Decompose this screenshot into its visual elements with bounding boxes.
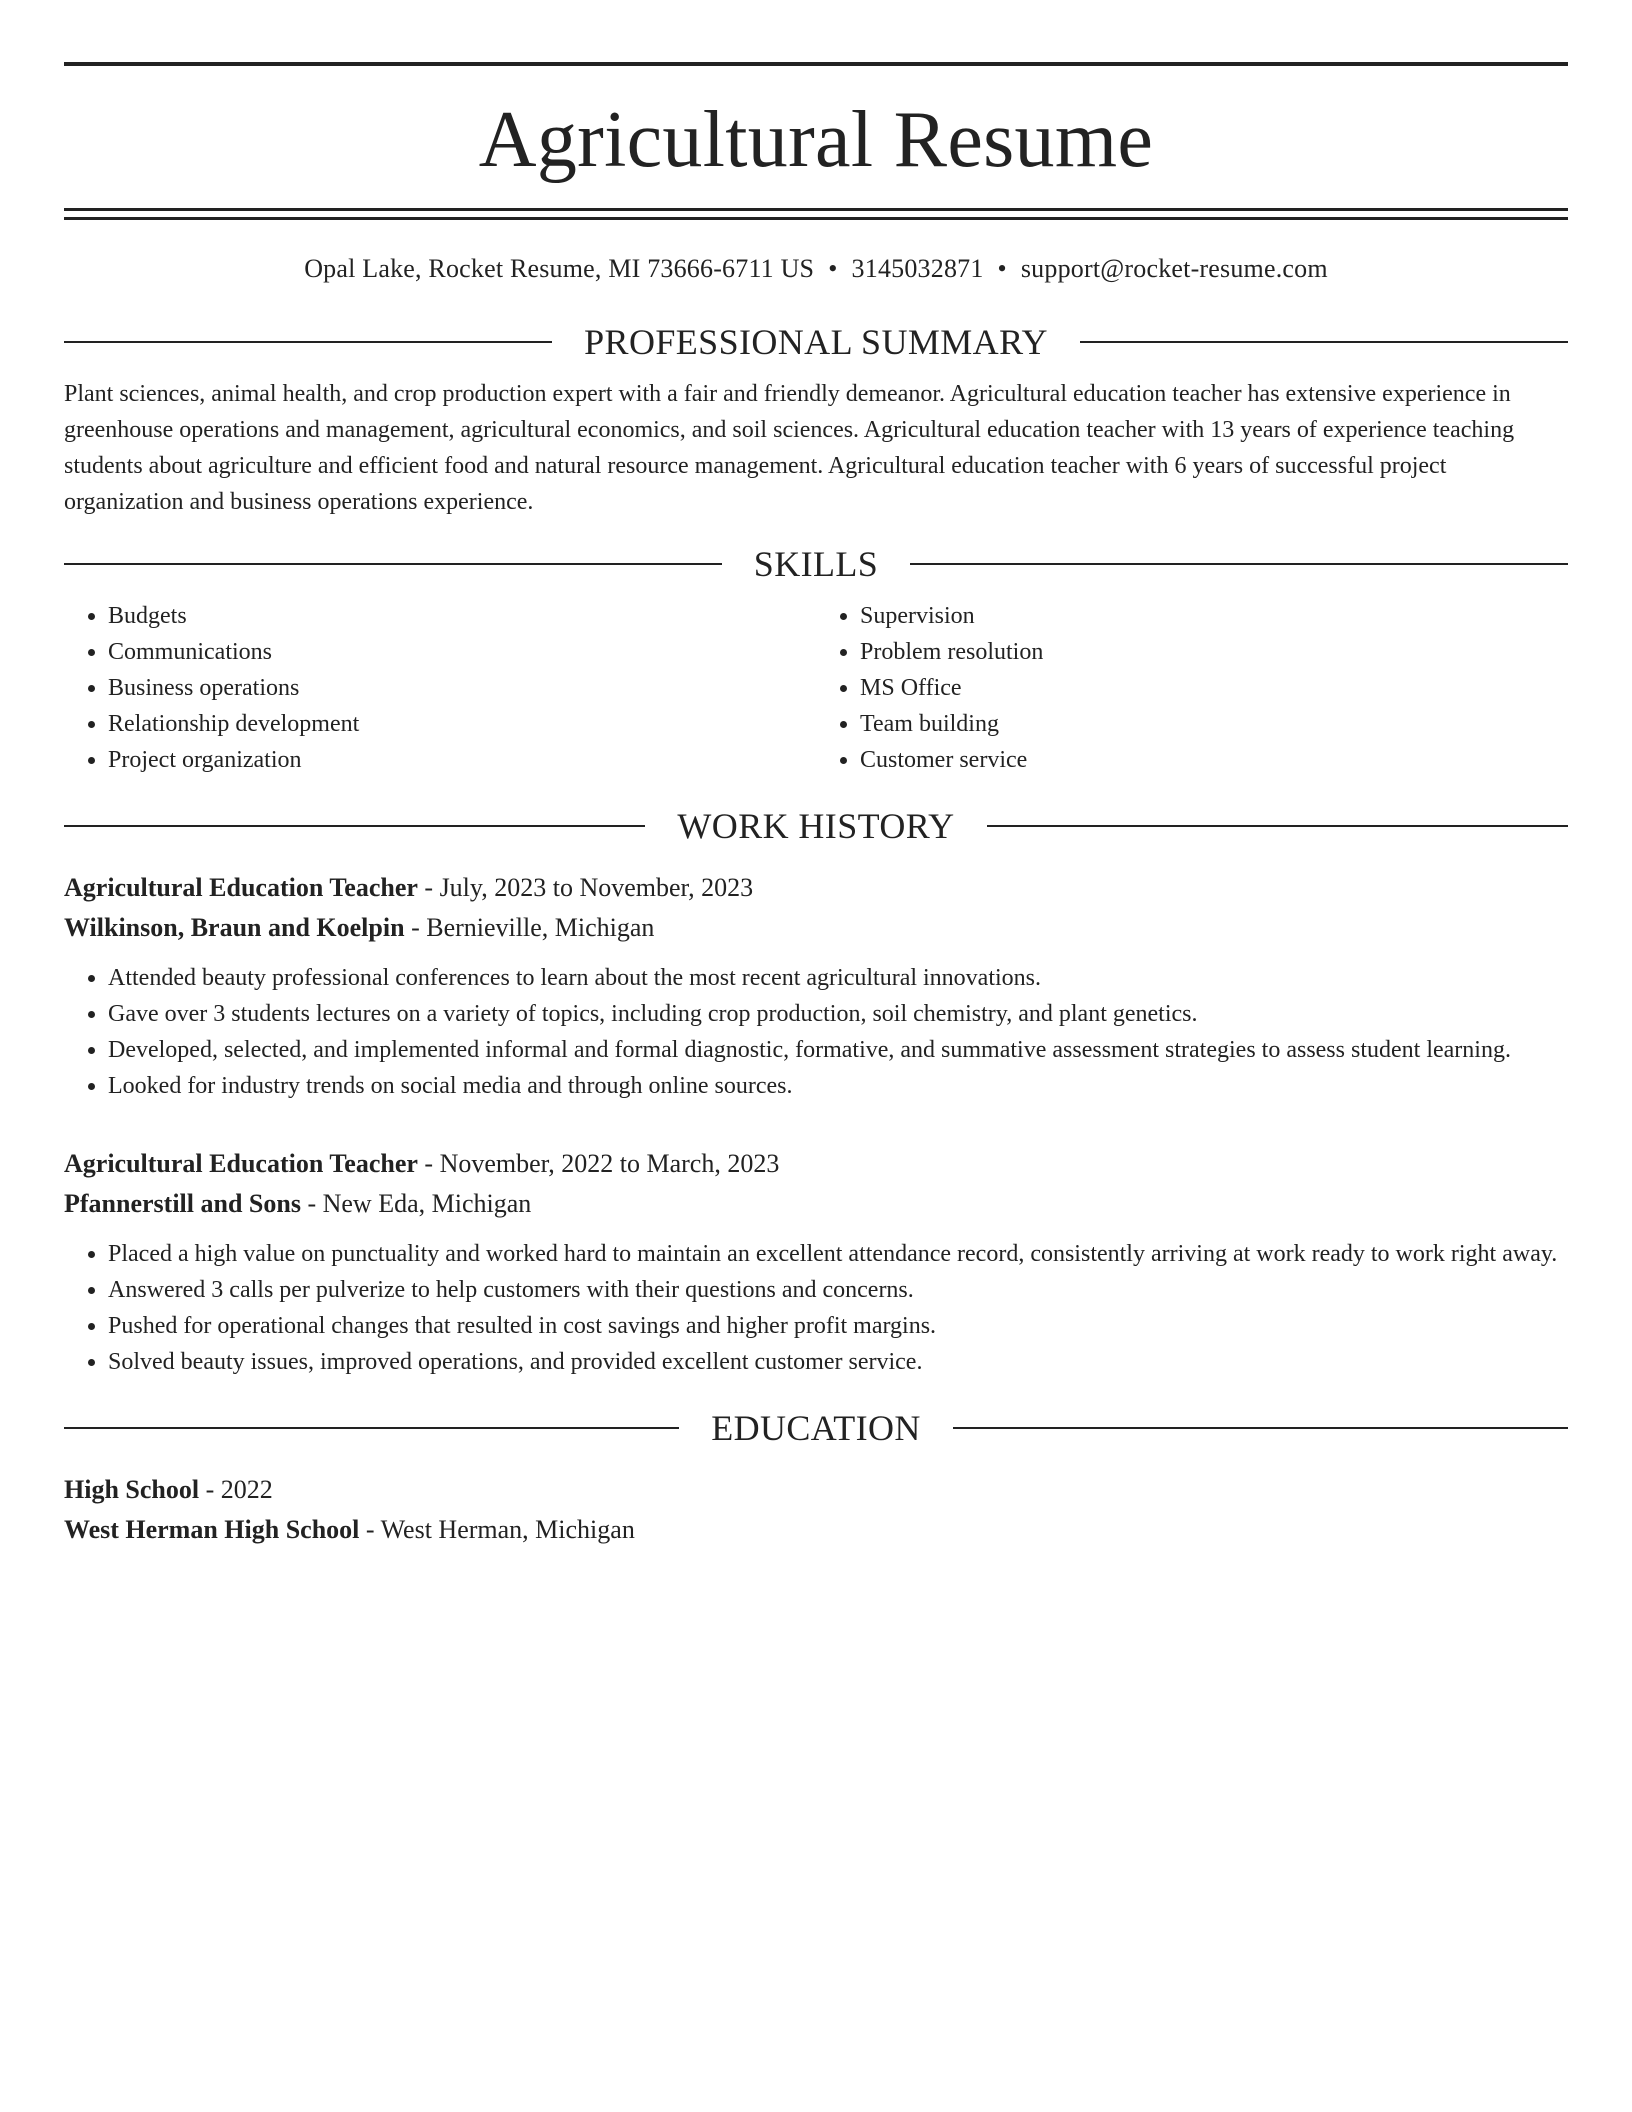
summary-paragraph: Plant sciences, animal health, and crop production expert with a fair and friendly demeanor. Agricultural education teacher has extensive experience in greenhouse operations and management, agricultural economics, and soil sciences. Agricultural education teacher with 13 years of experience teaching students about agriculture and efficient food and natural resource management. Agricultural education teacher with 6 years of successful project organization and business operations experience.: [64, 381, 1515, 515]
skill-item: • Business operations: [108, 670, 816, 706]
skill-item: • Supervision: [860, 598, 1568, 634]
header-double-rule: [64, 208, 1568, 220]
heading-rule-right: [1080, 341, 1568, 343]
heading-rule-left: [64, 563, 722, 565]
job-location: - Bernieville, Michigan: [404, 913, 655, 942]
job-title: Agricultural Education Teacher: [64, 873, 418, 902]
job-bullet: • Attended beauty professional conferences to learn about the most recent agricultural innovations.: [108, 960, 1568, 996]
section-heading-summary: [64, 320, 1568, 364]
contact-separator: •: [828, 254, 838, 283]
job-entry: [64, 1144, 1568, 1380]
section-title: WORK HISTORY: [677, 806, 955, 846]
skills-column-right: [816, 598, 1568, 778]
skill-item: • Relationship development: [108, 706, 816, 742]
heading-rule-right: [953, 1427, 1568, 1429]
job-title-line: [64, 1144, 1568, 1184]
skill-item: • Project organization: [108, 742, 816, 778]
section-heading-education: [64, 1406, 1568, 1450]
job-bullet: • Solved beauty issues, improved operations, and provided excellent customer service.: [108, 1344, 1568, 1380]
contact-address: Opal Lake, Rocket Resume, MI 73666-6711 US: [304, 254, 815, 283]
job-company: Pfannerstill and Sons: [64, 1189, 301, 1218]
skill-item: • Customer service: [860, 742, 1568, 778]
job-company-line: [64, 1184, 1568, 1224]
education-school-line: [64, 1510, 1568, 1550]
education-degree: High School: [64, 1475, 200, 1504]
education-location: - West Herman, Michigan: [359, 1515, 635, 1544]
job-bullet: • Gave over 3 students lectures on a variety of topics, including crop production, soil chemistry, and plant genetics.: [108, 996, 1568, 1032]
job-bullet: • Answered 3 calls per pulverize to help customers with their questions and concerns.: [108, 1272, 1568, 1308]
contact-separator: •: [997, 254, 1007, 283]
heading-rule-left: [64, 825, 645, 827]
section-title: SKILLS: [753, 544, 879, 584]
contact-line: [64, 252, 1568, 286]
education-entry: [64, 1470, 1568, 1550]
heading-rule-right: [987, 825, 1568, 827]
resume-title: Agricultural Resume: [478, 96, 1154, 184]
job-bullet: • Looked for industry trends on social media and through online sources.: [108, 1068, 1568, 1104]
job-company-line: [64, 908, 1568, 948]
contact-email: support@rocket-resume.com: [1020, 254, 1328, 283]
header-top-rule: [64, 62, 1568, 66]
section-heading-skills: [64, 542, 1568, 586]
section-title: PROFESSIONAL SUMMARY: [584, 322, 1048, 362]
job-dates: - November, 2022 to March, 2023: [417, 1149, 780, 1178]
job-bullets: [64, 1236, 1568, 1380]
heading-rule-left: [64, 1427, 679, 1429]
contact-phone: 3145032871: [851, 254, 984, 283]
skill-item: • Budgets: [108, 598, 816, 634]
job-dates: - July, 2023 to November, 2023: [417, 873, 754, 902]
job-bullet: • Placed a high value on punctuality and worked hard to maintain an excellent attendance record, consistently arriving at work ready to work right away.: [108, 1236, 1568, 1272]
section-heading-work: [64, 804, 1568, 848]
job-entry: [64, 868, 1568, 1104]
education-degree-line: [64, 1470, 1568, 1510]
job-company: Wilkinson, Braun and Koelpin: [64, 913, 405, 942]
skills-list: [64, 598, 1568, 778]
job-title-line: [64, 868, 1568, 908]
job-bullets: [64, 960, 1568, 1104]
skill-item: • Problem resolution: [860, 634, 1568, 670]
section-title: EDUCATION: [711, 1408, 921, 1448]
skill-item: • Communications: [108, 634, 816, 670]
skill-item: • Team building: [860, 706, 1568, 742]
skill-item: • MS Office: [860, 670, 1568, 706]
job-location: - New Eda, Michigan: [300, 1189, 532, 1218]
education-year: - 2022: [199, 1475, 273, 1504]
heading-rule-left: [64, 341, 552, 343]
education-school: West Herman High School: [64, 1515, 360, 1544]
skills-column-left: [64, 598, 816, 778]
job-bullet: • Developed, selected, and implemented informal and formal diagnostic, formative, and summative assessment strategies to assess student learning.: [108, 1032, 1568, 1068]
job-bullet: • Pushed for operational changes that resulted in cost savings and higher profit margins.: [108, 1308, 1568, 1344]
heading-rule-right: [910, 563, 1568, 565]
job-title: Agricultural Education Teacher: [64, 1149, 418, 1178]
